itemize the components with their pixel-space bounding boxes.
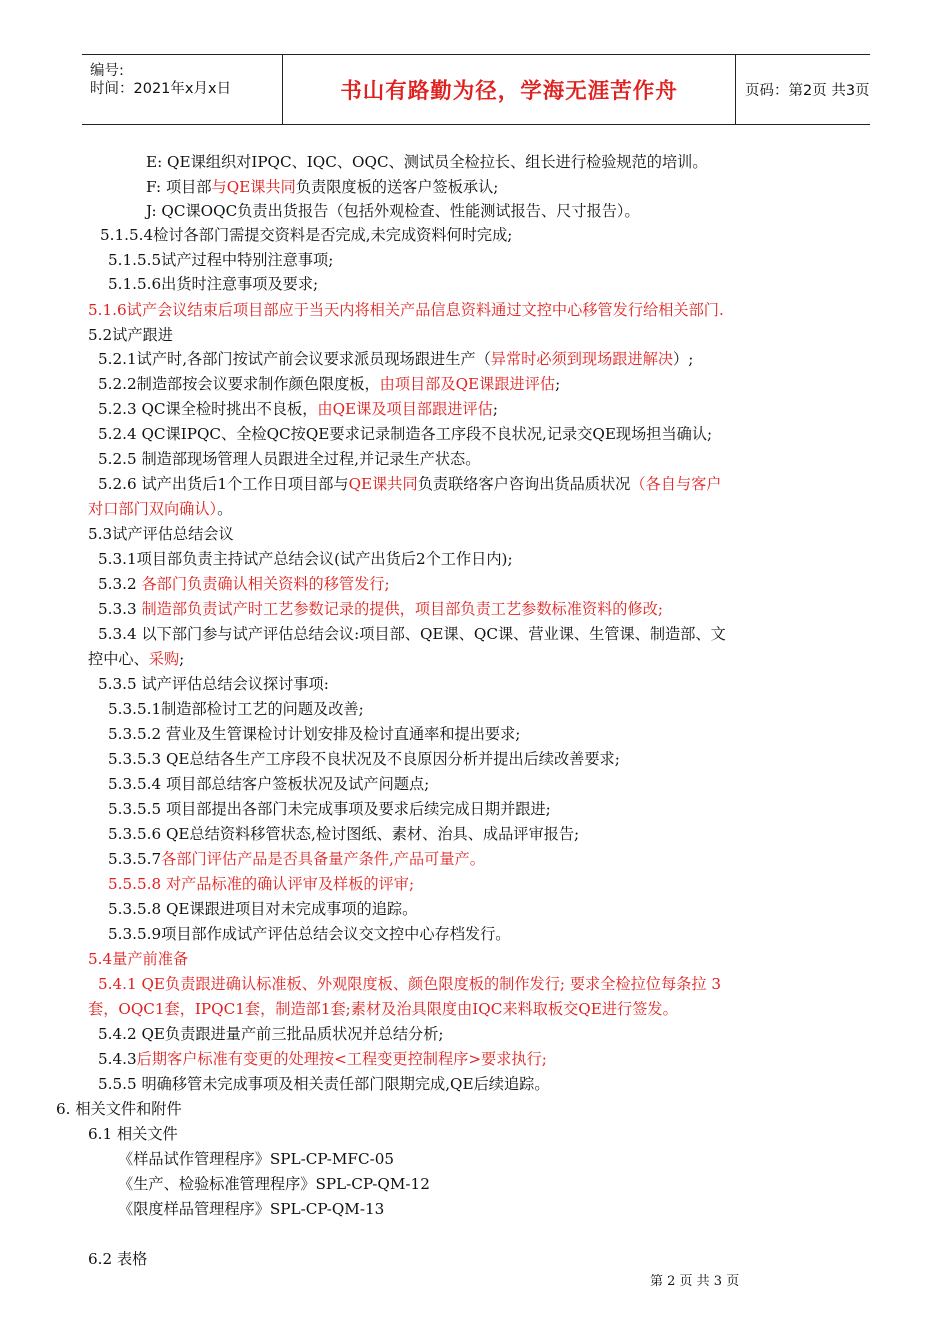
doc-text: 6.2 表格 [88,1250,148,1268]
doc-text: 。 [217,500,233,518]
doc-text: 5.3试产评估总结会议 [88,525,234,543]
doc-line [98,1072,550,1096]
header-motto: 书山有路勤为径，学海无涯苦作舟 [340,79,678,104]
doc-line [56,1097,182,1121]
doc-line [98,672,329,696]
page-header [82,54,870,125]
doc-line [98,572,390,596]
doc-line [88,647,184,671]
highlighted-text: 对口部门双向确认） [88,500,218,518]
doc-text: 《生产、检验标准管理程序》SPL-CP-QM-12 [118,1175,430,1193]
doc-text: 6.1 相关文件 [88,1125,178,1143]
highlighted-text: 套，OQC1套，IPQC1套，制造部1套;素材及治具限度由IQC来料取板交QE进行签发。 [88,1000,678,1018]
doc-line [88,298,724,322]
doc-line [98,1022,444,1046]
doc-text: 5.3.5.7 [108,850,162,868]
page-footer: 第 2 页 共 3 页 [650,1274,740,1289]
doc-text: E: QE课组织对IPQC、IQC、OQC、测试员全检拉长、组长进行检验规范的培训。 [146,153,708,171]
doc-text: 5.4.3 [98,1050,137,1068]
doc-line [108,847,485,871]
doc-line [146,199,640,223]
doc-text: ; [492,400,498,418]
doc-text: J: QC课OQC负责出货报告（包括外观检查、性能测试报告、尺寸报告）。 [146,202,640,220]
doc-text: ）; [673,350,694,368]
doc-line [88,497,232,521]
doc-text: ; [179,650,185,668]
doc-text: 控中心、 [88,650,149,668]
doc-line [108,697,364,721]
doc-text: 5.2.3 QC课全检时挑出不良板， [98,400,318,418]
doc-text: 5.3.5.1制造部检讨工艺的问题及改善; [108,700,364,718]
doc-text: 5.5.5 明确移管未完成事项及相关责任部门限期完成,QE后续追踪。 [98,1075,550,1093]
doc-line [88,947,188,971]
highlighted-text: 各部门评估产品是否具备量产条件,产品可量产。 [161,850,485,868]
doc-line [146,175,498,199]
doc-text: 5.1.5.6出货时注意事项及要求; [108,275,319,293]
doc-text: 5.1.5.5试产过程中特别注意事项; [108,251,334,269]
doc-text: 5.2.2制造部按会议要求制作颜色限度板， [98,375,380,393]
doc-line [98,972,721,996]
highlighted-text: 采购 [148,650,180,668]
doc-line [98,597,663,621]
doc-line [118,1197,384,1221]
doc-line [118,1147,394,1171]
highlighted-text: 由QE课及项目部跟进评估 [317,400,493,418]
header-meta [82,55,282,124]
highlighted-text: 各部门负责确认相关资料的移管发行; [141,575,390,593]
header-motto-cell [282,55,736,124]
doc-line [88,522,234,546]
doc-line [88,323,173,347]
doc-text: 5.3.5.8 QE课跟进项目对未完成事项的追踪。 [108,900,418,918]
doc-line [98,472,721,496]
highlighted-text: 5.4.1 QE负责跟进确认标准板、外观限度板、颜色限度板的制作发行; 要求全检拉位每条拉 3 [98,975,722,993]
doc-text: 5.3.1项目部负责主持试产总结会议(试产出货后2个工作日内); [98,550,513,568]
doc-text: 5.2试产跟进 [88,326,173,344]
doc-line [108,272,318,296]
doc-line [100,223,512,247]
doc-text: 5.2.6 试产出货后1个工作日项目部与 [98,475,349,493]
doc-line [108,922,510,946]
highlighted-text: 5.5.5.8 对产品标准的确认评审及样板的评审; [108,875,415,893]
header-page-info: 页码：第2页 共3页 [745,83,870,99]
doc-text: 5.3.5.2 营业及生管课检讨计划安排及检讨直通率和提出要求; [108,725,521,743]
doc-line [98,397,498,421]
doc-line [108,872,414,896]
doc-text: 5.3.4 以下部门参与试产评估总结会议:项目部、QE课、QC课、营业课、生管课、制造部、文 [98,625,726,643]
doc-line [98,372,560,396]
doc-line [146,150,708,174]
doc-text: 负责限度板的送客户签板承认; [295,178,499,196]
doc-text: 负责联络客户咨询出货品质状况 [417,475,631,493]
doc-line [88,997,678,1021]
doc-line [98,1047,547,1071]
doc-text: 5.2.4 QC课IPQC、全检QC按QE要求记录制造各工序段不良状况,记录交QE现场担当确认; [98,425,713,443]
doc-line [88,1122,178,1146]
doc-line [98,447,480,471]
doc-text: 5.3.5 试产评估总结会议探讨事项: [98,675,329,693]
highlighted-text: 后期客户标准有变更的处理按<工程变更控制程序>要求执行; [136,1050,547,1068]
doc-text: 5.3.2 [98,575,142,593]
doc-text: 6. 相关文件和附件 [56,1100,182,1118]
highlighted-text: 5.4量产前准备 [88,950,189,968]
highlighted-text: QE课共同 [348,475,418,493]
doc-line [108,897,417,921]
doc-line [108,822,579,846]
doc-line [118,1172,430,1196]
highlighted-text: 由项目部及QE课跟进评估 [379,375,556,393]
doc-line [98,547,513,571]
doc-line [108,797,551,821]
doc-text: 5.3.5.9项目部作成试产评估总结会议交文控中心存档发行。 [108,925,511,943]
highlighted-text: 5.1.6试产会议结束后项目部应于当天内将相关产品信息资料通过文控中心移管发行给相关部门. [88,301,724,319]
doc-text: 5.1.5.4检讨各部门需提交资料是否完成,未完成资料何时完成; [100,226,513,244]
highlighted-text: 异常时必须到现场跟进解决 [490,350,674,368]
doc-line [98,347,693,371]
doc-text: ; [555,375,561,393]
doc-text: 5.3.5.3 QE总结各生产工序段不良状况及不良原因分析并提出后续改善要求; [108,750,620,768]
doc-text: 5.3.5.6 QE总结资料移管状态,检讨图纸、素材、治具、成品评审报告; [108,825,580,843]
doc-time-label: 时间：2021年x月x日 [90,81,232,97]
doc-text: 《样品试作管理程序》SPL-CP-MFC-05 [118,1150,395,1168]
doc-line [98,622,726,646]
doc-text: 《限度样品管理程序》SPL-CP-QM-13 [118,1200,385,1218]
doc-text: 5.2.1试产时,各部门按试产前会议要求派员现场跟进生产（ [98,350,491,368]
highlighted-text: 制造部负责试产时工艺参数记录的提供，项目部负责工艺参数标准资料的修改; [141,600,663,618]
doc-line [108,747,620,771]
doc-number-label: 编号: [90,63,124,79]
doc-text: 5.3.3 [98,600,142,618]
doc-line [108,772,429,796]
highlighted-text: （各自与客户 [630,475,722,493]
highlighted-text: 与QE课共同 [211,178,296,196]
doc-line [88,1247,147,1271]
doc-text: 5.4.2 QE负责跟进量产前三批品质状况并总结分析; [98,1025,444,1043]
doc-line [98,422,712,446]
doc-text: 5.2.5 制造部现场管理人员跟进全过程,并记录生产状态。 [98,450,481,468]
doc-text: F: 项目部 [146,178,212,196]
doc-line [108,248,333,272]
doc-text: 5.3.5.5 项目部提出各部门未完成事项及要求后续完成日期并跟进; [108,800,551,818]
header-page-cell [735,55,870,124]
doc-text: 5.3.5.4 项目部总结客户签板状况及试产问题点; [108,775,430,793]
doc-line [108,722,520,746]
